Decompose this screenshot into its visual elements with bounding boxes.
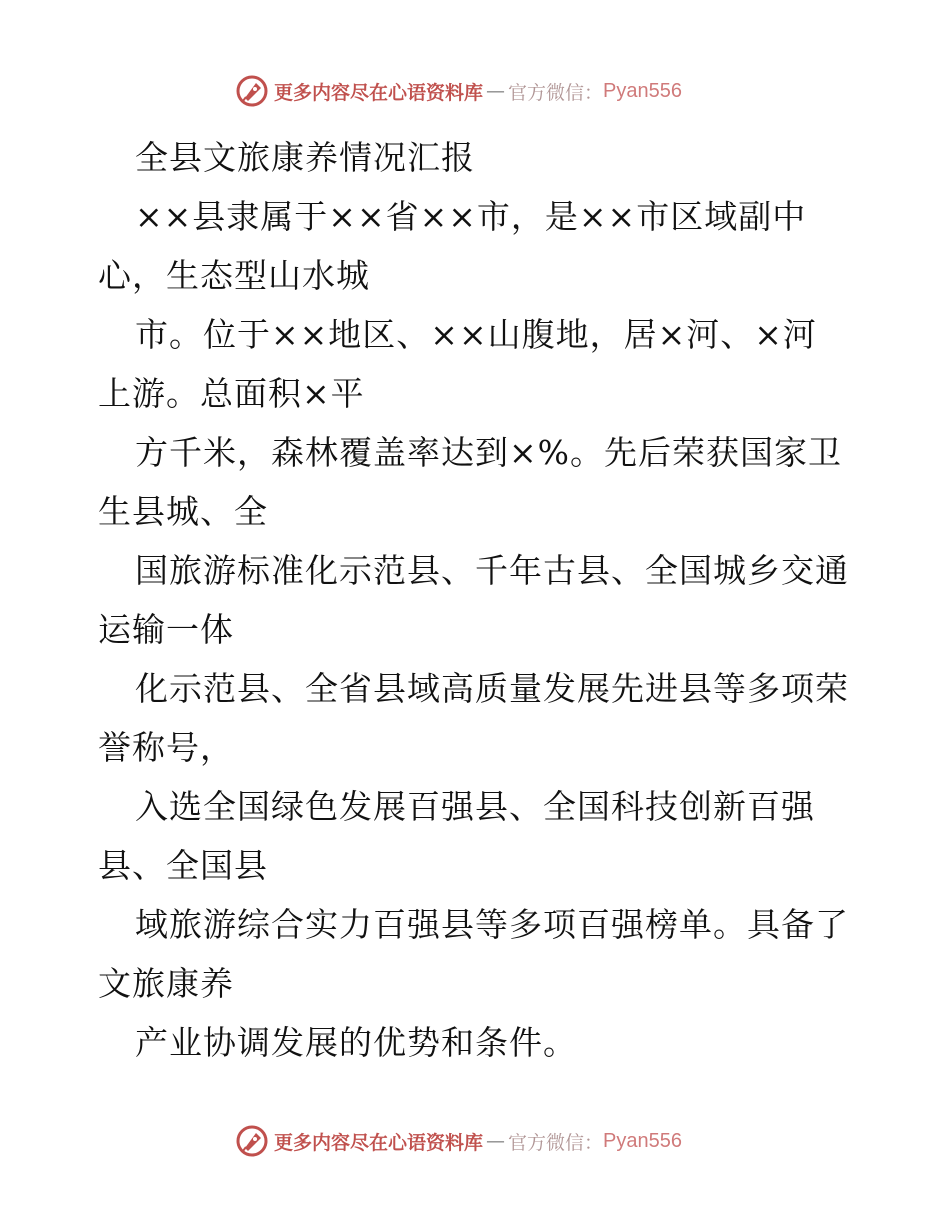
document-line: 国旅游标准化示范县、千年古县、全国城乡交通: [135, 551, 849, 590]
document-line: 入选全国绿色发展百强县、全国科技创新百强: [135, 787, 815, 826]
watermark-contact-handle: Pyan556: [603, 1129, 682, 1152]
document-line: 文旅康养: [98, 964, 234, 1003]
document-line: 生县城、全: [98, 492, 268, 531]
watermark-brand-text: 更多内容尽在心语资料库: [274, 81, 484, 104]
watermark-contact-handle: Pyan556: [603, 79, 682, 102]
document-line: 域旅游综合实力百强县等多项百强榜单。具备了: [135, 905, 849, 944]
document-line: 上游。总面积×平: [98, 374, 365, 413]
watermark-contact-label: 官方微信：: [508, 1131, 604, 1154]
watermark-dash: —: [486, 1130, 506, 1152]
document-line: 运输一体: [98, 610, 234, 649]
document-line: ××县隶属于××省××市，是××市区域副中: [135, 197, 807, 236]
footer-watermark: [236, 1124, 682, 1158]
watermark-contact-label: 官方微信：: [508, 81, 604, 104]
watermark-brand-text: 更多内容尽在心语资料库: [274, 1131, 484, 1154]
pen-nib-icon: [236, 1125, 268, 1157]
document-line: 方千米，森林覆盖率达到×%。先后荣获国家卫: [135, 433, 843, 472]
document-line: 产业协调发展的优势和条件。: [135, 1023, 577, 1062]
document-body: [98, 128, 853, 1072]
pen-nib-icon: [236, 75, 268, 107]
document-line: 誉称号，: [98, 728, 234, 767]
header-watermark: [236, 74, 682, 108]
document-line: 县、全国县: [98, 846, 268, 885]
watermark-dash: —: [486, 80, 506, 102]
document-line: 化示范县、全省县域高质量发展先进县等多项荣: [135, 669, 849, 708]
document-line: 市。位于××地区、××山腹地，居×河、×河: [135, 315, 817, 354]
document-line: 心，生态型山水城: [98, 256, 370, 295]
document-title: 全县文旅康养情况汇报: [135, 138, 475, 177]
